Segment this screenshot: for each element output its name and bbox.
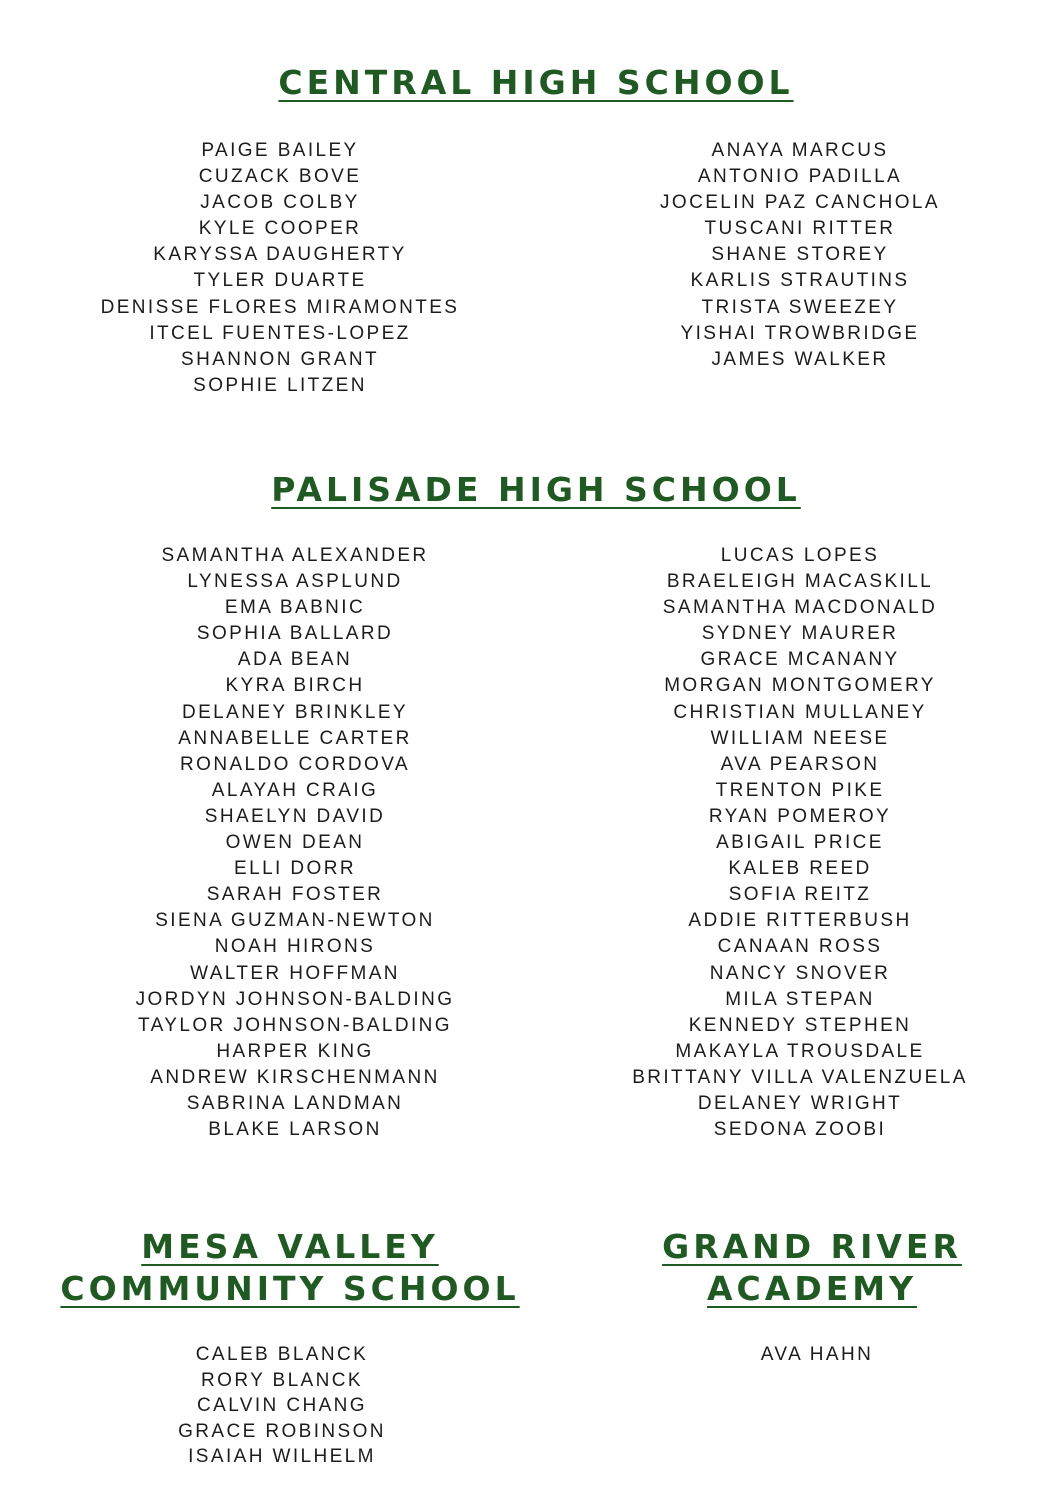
palisade-student-name: ADDIE RITTERBUSH xyxy=(688,910,912,932)
central-student-name: TUSCANI RITTER xyxy=(704,218,896,240)
palisade-student-name: JORDYN JOHNSON-BALDING xyxy=(135,988,455,1010)
central-student-name: CUZACK BOVE xyxy=(198,166,362,188)
palisade-student-name: BLAKE LARSON xyxy=(208,1119,382,1141)
palisade-student-name: SOPHIA BALLARD xyxy=(196,623,394,645)
palisade-student-name: SARAH FOSTER xyxy=(206,884,384,906)
palisade-student-name: EMA BABNIC xyxy=(224,597,366,619)
central-high-school-title: CENTRAL HIGH SCHOOL xyxy=(278,63,794,102)
palisade-student-name: CHRISTIAN MULLANEY xyxy=(673,701,927,723)
palisade-student-name: LYNESSA ASPLUND xyxy=(187,571,403,593)
palisade-student-name: NANCY SNOVER xyxy=(709,962,891,984)
palisade-left-name-list xyxy=(95,543,495,1143)
central-student-name: SHANE STOREY xyxy=(711,244,889,266)
central-high-school-heading xyxy=(0,62,1050,104)
palisade-student-name: LUCAS LOPES xyxy=(720,545,880,566)
palisade-student-name: ADA BEAN xyxy=(237,649,353,671)
palisade-student-name: DELANEY BRINKLEY xyxy=(181,701,408,723)
palisade-student-name: KYRA BIRCH xyxy=(225,675,365,697)
central-student-name: ANAYA MARCUS xyxy=(711,140,889,161)
palisade-high-school-heading xyxy=(0,469,1050,511)
mesa-valley-student-name: GRACE ROBINSON xyxy=(178,1420,386,1442)
central-student-name: KARYSSA DAUGHERTY xyxy=(153,244,407,266)
central-student-name: KYLE COOPER xyxy=(198,218,362,240)
central-student-name: PAIGE BAILEY xyxy=(201,140,359,161)
palisade-student-name: SAMANTHA ALEXANDER xyxy=(161,545,429,566)
palisade-student-name: TAYLOR JOHNSON-BALDING xyxy=(138,1014,452,1036)
mesa-valley-student-name: RORY BLANCK xyxy=(201,1369,363,1391)
palisade-student-name: CANAAN ROSS xyxy=(717,936,883,958)
central-student-name: DENISSE FLORES MIRAMONTES xyxy=(100,296,460,318)
palisade-right-name-list xyxy=(600,543,1000,1143)
palisade-student-name: WALTER HOFFMAN xyxy=(190,962,400,984)
central-student-name: TRISTA SWEEZEY xyxy=(701,296,899,318)
grand-river-student-name: AVA HAHN xyxy=(760,1344,874,1365)
palisade-student-name: WILLIAM NEESE xyxy=(710,727,890,749)
palisade-student-name: KALEB REED xyxy=(728,858,872,880)
grand-river-name-list xyxy=(617,1342,1017,1368)
palisade-student-name: SEDONA ZOOBI xyxy=(713,1119,887,1141)
mesa-valley-student-name: ISAIAH WILHELM xyxy=(188,1446,376,1468)
palisade-student-name: HARPER KING xyxy=(216,1040,374,1062)
central-student-name: JAMES WALKER xyxy=(711,348,889,370)
palisade-student-name: SHAELYN DAVID xyxy=(204,805,386,827)
palisade-student-name: MILA STEPAN xyxy=(725,988,875,1010)
palisade-student-name: DELANEY WRIGHT xyxy=(697,1092,903,1114)
palisade-student-name: OWEN DEAN xyxy=(225,832,365,854)
palisade-student-name: AVA PEARSON xyxy=(720,753,880,775)
palisade-student-name: MAKAYLA TROUSDALE xyxy=(675,1040,925,1062)
mesa-valley-student-name: CALEB BLANCK xyxy=(195,1344,369,1365)
central-student-name: SHANNON GRANT xyxy=(181,348,379,370)
central-student-name: SOPHIE LITZEN xyxy=(193,374,367,396)
central-student-name: ITCEL FUENTES-LOPEZ xyxy=(149,322,411,344)
palisade-student-name: ALAYAH CRAIG xyxy=(211,779,379,801)
palisade-student-name: SAMANTHA MACDONALD xyxy=(662,597,938,619)
palisade-student-name: ANNABELLE CARTER xyxy=(178,727,412,749)
palisade-student-name: MORGAN MONTGOMERY xyxy=(664,675,936,697)
palisade-student-name: RYAN POMEROY xyxy=(708,805,892,827)
central-student-name: JOCELIN PAZ CANCHOLA xyxy=(660,192,940,214)
palisade-student-name: GRACE MCANANY xyxy=(700,649,900,671)
grand-river-title-line2: ACADEMY xyxy=(707,1269,917,1308)
palisade-student-name: SIENA GUZMAN-NEWTON xyxy=(155,910,435,932)
mesa-valley-title-line1: MESA VALLEY xyxy=(141,1227,439,1266)
mesa-valley-name-list xyxy=(82,1342,482,1470)
central-student-name: YISHAI TROWBRIDGE xyxy=(680,322,920,344)
central-student-name: ANTONIO PADILLA xyxy=(697,166,903,188)
central-student-name: TYLER DUARTE xyxy=(193,270,367,292)
mesa-valley-title-line2: COMMUNITY SCHOOL xyxy=(60,1269,520,1308)
grand-river-heading xyxy=(607,1226,1017,1310)
central-left-name-list xyxy=(80,138,480,399)
central-student-name: KARLIS STRAUTINS xyxy=(690,270,910,292)
palisade-high-school-title: PALISADE HIGH SCHOOL xyxy=(271,470,801,509)
mesa-valley-student-name: CALVIN CHANG xyxy=(197,1395,367,1417)
palisade-student-name: ELLI DORR xyxy=(234,858,356,880)
palisade-student-name: KENNEDY STEPHEN xyxy=(688,1014,912,1036)
palisade-student-name: ABIGAIL PRICE xyxy=(716,832,884,854)
palisade-student-name: NOAH HIRONS xyxy=(214,936,376,958)
central-right-name-list xyxy=(600,138,1000,373)
grand-river-title-line1: GRAND RIVER xyxy=(662,1227,962,1266)
palisade-student-name: BRITTANY VILLA VALENZUELA xyxy=(632,1066,968,1088)
palisade-student-name: ANDREW KIRSCHENMANN xyxy=(150,1066,440,1088)
central-student-name: JACOB COLBY xyxy=(200,192,360,214)
palisade-student-name: SYDNEY MAURER xyxy=(701,623,899,645)
palisade-student-name: RONALDO CORDOVA xyxy=(180,753,410,775)
palisade-student-name: TRENTON PIKE xyxy=(715,779,885,801)
palisade-student-name: SOFIA REITZ xyxy=(728,884,872,906)
mesa-valley-heading xyxy=(40,1226,540,1310)
palisade-student-name: SABRINA LANDMAN xyxy=(186,1092,404,1114)
palisade-student-name: BRAELEIGH MACASKILL xyxy=(666,571,934,593)
